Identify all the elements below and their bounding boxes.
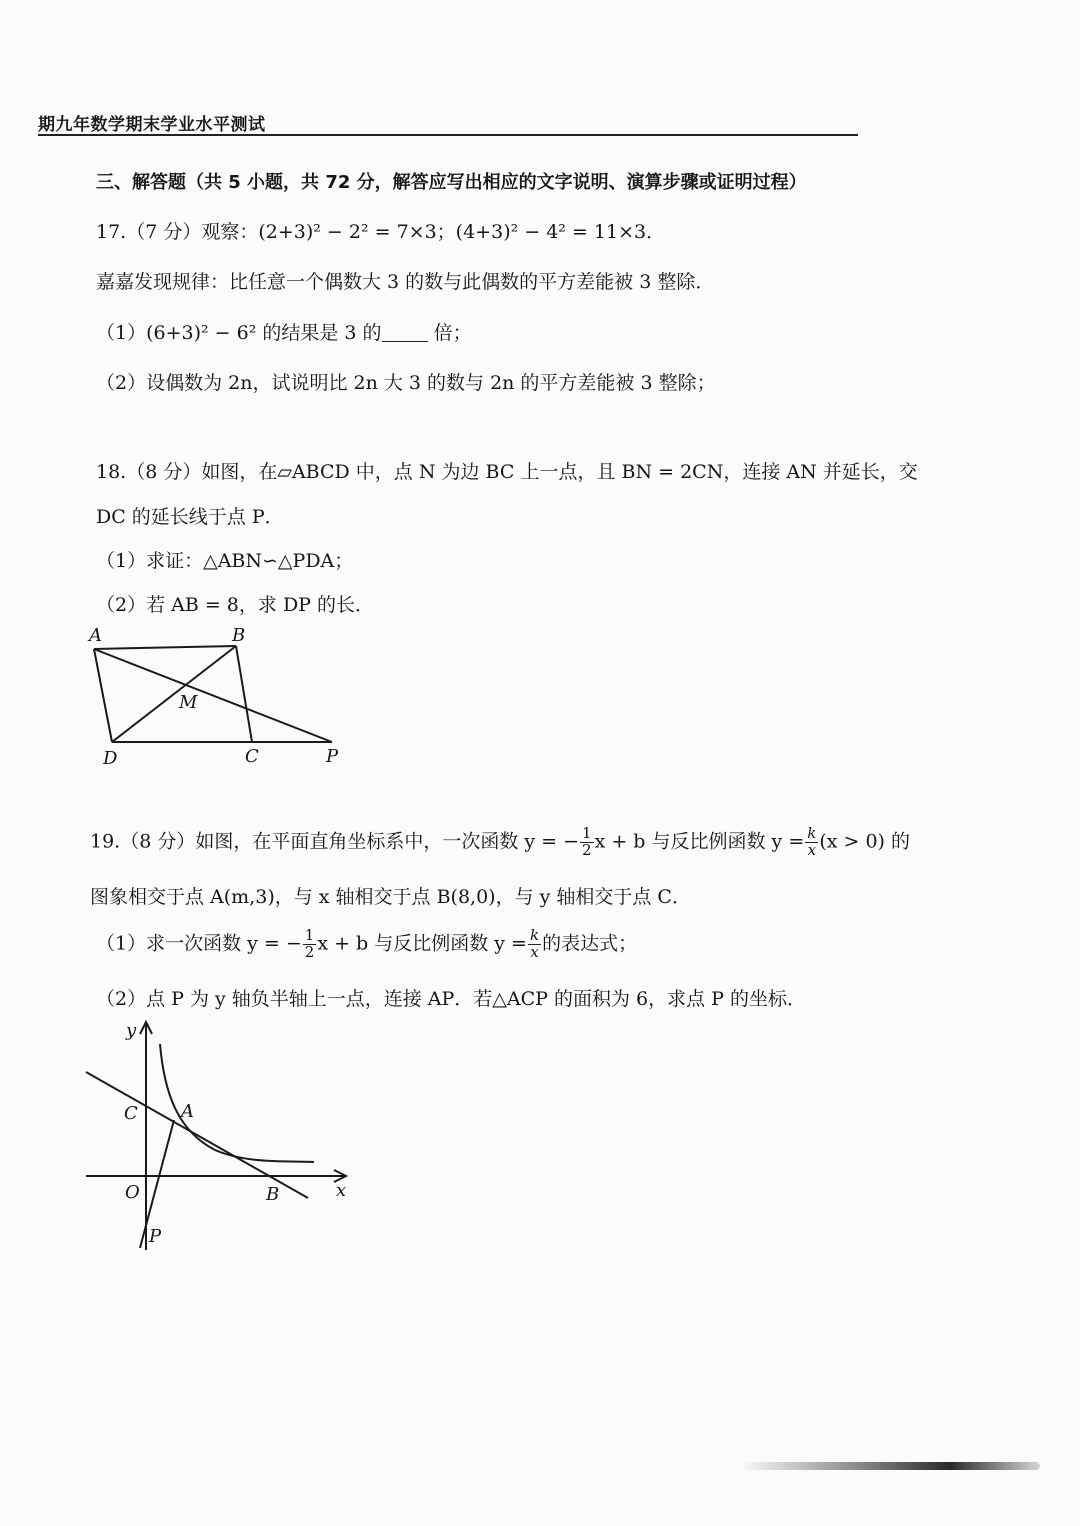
q19-label-c: C bbox=[124, 1103, 138, 1124]
q19-label-o: O bbox=[125, 1182, 140, 1203]
q17-part1-text: （1）(6+3)² − 6² 的结果是 3 的 bbox=[96, 322, 382, 344]
q19-label-b: B bbox=[266, 1184, 280, 1205]
frac-num: k bbox=[807, 824, 817, 842]
q19-label-a: A bbox=[181, 1101, 194, 1122]
q19-label-y: y bbox=[126, 1020, 137, 1041]
q19-stem-b: x + b 与反比例函数 y = bbox=[594, 830, 805, 853]
q18-label-b: B bbox=[232, 625, 246, 646]
frac-den: 2 bbox=[582, 840, 592, 859]
exam-header: 期九年数学期末学业水平测试 bbox=[38, 115, 266, 135]
q18-label-a: A bbox=[89, 625, 102, 646]
q19-label-x: x bbox=[336, 1180, 347, 1201]
frac-den: x bbox=[530, 942, 539, 961]
q17-part2: （2）设偶数为 2n，试说明比 2n 大 3 的数与 2n 的平方差能被 3 整除； bbox=[96, 372, 716, 394]
q18-stem-line2: DC 的延长线于点 P． bbox=[96, 506, 284, 528]
q18-label-c: C bbox=[245, 746, 259, 767]
q19-part1-b: x + b 与反比例函数 y = bbox=[317, 932, 527, 955]
q19-stem-c: (x > 0) 的 bbox=[819, 830, 911, 853]
frac-num: 1 bbox=[304, 926, 315, 944]
q17-stem: 17.（7 分）观察：(2+3)² − 2² = 7×3；(4+3)² − 4² = 11×3． bbox=[96, 221, 666, 243]
q18-label-m: M bbox=[179, 692, 198, 713]
q19-line-cb bbox=[86, 1072, 308, 1198]
q18-label-d: D bbox=[103, 748, 118, 769]
q19-stem-a: 19.（8 分）如图，在平面直角坐标系中，一次函数 y = − bbox=[90, 830, 580, 853]
q18-part1: （1）求证：△ABN∽△PDA； bbox=[96, 550, 354, 572]
q19-stem-line2: 图象相交于点 A(m,3)，与 x 轴相交于点 B(8,0)，与 y 轴相交于点 C． bbox=[90, 886, 691, 908]
q19-part1-a: （1）求一次函数 y = − bbox=[96, 932, 302, 955]
q19-part1-c: 的表达式； bbox=[542, 932, 638, 955]
q17-rule: 嘉嘉发现规律：比任意一个偶数大 3 的数与此偶数的平方差能被 3 整除． bbox=[96, 271, 715, 293]
frac-num: k bbox=[529, 926, 540, 944]
scan-smudge bbox=[740, 1462, 1040, 1470]
section-heading: 三、解答题（共 5 小题，共 72 分，解答应写出相应的文字说明、演算步骤或证明过程） bbox=[96, 172, 807, 193]
q19-part2: （2）点 P 为 y 轴负半轴上一点，连接 AP．若△ACP 的面积为 6，求点 P 的坐标． bbox=[96, 988, 806, 1010]
q18-stem-line1: 18.（8 分）如图，在▱ABCD 中，点 N 为边 BC 上一点，且 BN = 2CN，连接 AN 并延长，交 bbox=[96, 461, 918, 483]
q18-part2: （2）若 AB = 8，求 DP 的长． bbox=[96, 594, 374, 616]
q17-part1-suffix: 倍； bbox=[433, 322, 472, 344]
frac-den: 2 bbox=[304, 942, 315, 961]
frac-den: x bbox=[807, 840, 817, 859]
q19-label-p: P bbox=[149, 1226, 162, 1247]
q18-label-p: P bbox=[326, 746, 339, 767]
frac-num: 1 bbox=[582, 824, 592, 842]
